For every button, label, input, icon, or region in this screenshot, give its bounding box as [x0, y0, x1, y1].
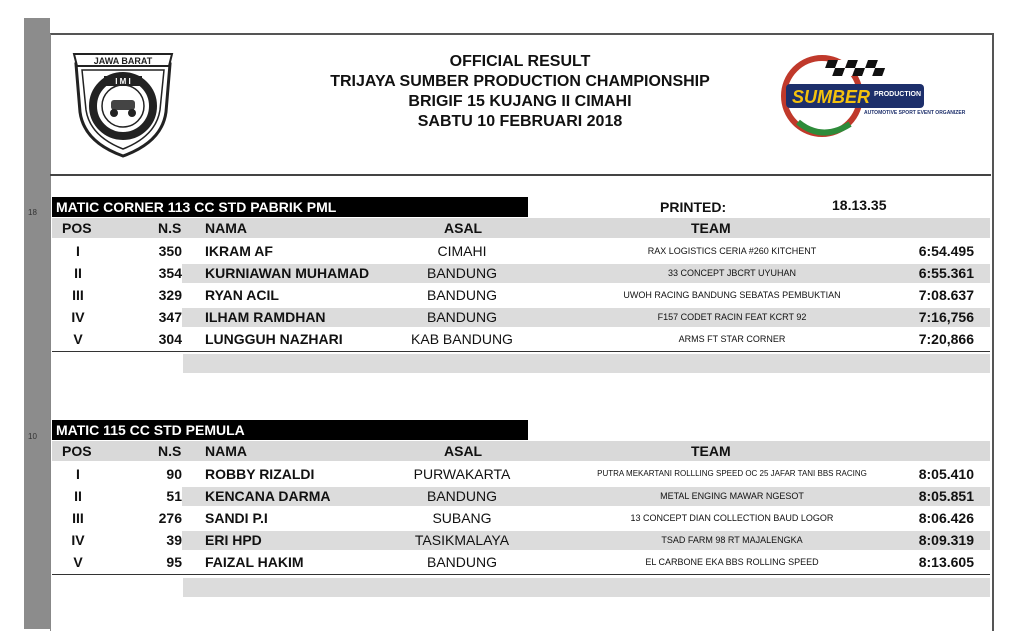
- nama-cell: KENCANA DARMA: [205, 488, 331, 504]
- team-cell: 13 CONCEPT DIAN COLLECTION BAUD LOGOR: [630, 513, 834, 523]
- nama-cell: FAIZAL HAKIM: [205, 554, 304, 570]
- nama-cell: ILHAM RAMDHAN: [205, 309, 326, 325]
- ns-cell: 304: [158, 331, 182, 347]
- svg-text:AUTOMOTIVE SPORT EVENT ORGANIZ: AUTOMOTIVE SPORT EVENT ORGANIZER: [864, 110, 966, 116]
- time-cell: 7:08.637: [918, 287, 974, 303]
- col-nama: NAMA: [205, 443, 247, 459]
- printed-label: PRINTED:: [660, 199, 727, 215]
- asal-cell: BANDUNG: [426, 554, 497, 570]
- col-ns: N.S: [158, 443, 182, 459]
- asal-cell: BANDUNG: [426, 309, 497, 325]
- time-cell: 7:20,866: [918, 331, 974, 347]
- nama-cell: SANDI P.I: [205, 510, 268, 526]
- team-cell: EL CARBONE EKA BBS ROLLING SPEED: [645, 557, 819, 567]
- table-row: [52, 240, 990, 262]
- time-cell: 8:05.410: [918, 466, 974, 482]
- team-cell: ARMS FT STAR CORNER: [678, 334, 786, 344]
- pos-cell: II: [74, 265, 82, 281]
- table-row: [52, 485, 990, 507]
- sheet-row-number: 18: [28, 208, 37, 217]
- table-row: [52, 551, 990, 573]
- printed-time: 18.13.35: [832, 197, 887, 213]
- team-cell: PUTRA MEKARTANI ROLLLING SPEED OC 25 JAFAR TANI BBS RACING: [597, 469, 867, 478]
- svg-text:PRODUCTION: PRODUCTION: [874, 91, 922, 98]
- column-header-row: [52, 441, 990, 461]
- table-row: [52, 529, 990, 551]
- time-cell: 8:09.319: [918, 532, 974, 548]
- asal-cell: SUBANG: [432, 510, 492, 526]
- ns-cell: 90: [166, 466, 182, 482]
- time-cell: 6:54.495: [918, 243, 974, 259]
- ns-cell: 329: [158, 287, 182, 303]
- nama-cell: ERI HPD: [205, 532, 262, 548]
- title-line-2: TRIJAYA SUMBER PRODUCTION CHAMPIONSHIP: [330, 73, 710, 90]
- asal-cell: BANDUNG: [426, 265, 497, 281]
- team-cell: METAL ENGING MAWAR NGESOT: [660, 491, 804, 501]
- nama-cell: ROBBY RIZALDI: [205, 466, 315, 482]
- imi-jawa-barat-logo: [68, 50, 178, 160]
- col-team: TEAM: [691, 220, 731, 236]
- ns-cell: 350: [158, 243, 182, 259]
- team-cell: RAX LOGISTICS CERIA #260 KITCHENT: [647, 246, 817, 256]
- empty-row-shading: [183, 578, 990, 597]
- nama-cell: KURNIAWAN MUHAMAD: [205, 265, 370, 281]
- time-cell: 8:13.605: [918, 554, 974, 570]
- col-asal: ASAL: [444, 443, 483, 459]
- empty-row-shading: [183, 354, 990, 373]
- col-pos: POS: [62, 443, 92, 459]
- asal-cell: CIMAHI: [437, 243, 487, 259]
- pos-cell: I: [76, 243, 80, 259]
- svg-text:SUMBER: SUMBER: [792, 87, 871, 107]
- team-cell: F157 CODET RACIN FEAT KCRT 92: [657, 312, 807, 322]
- ns-cell: 39: [166, 532, 182, 548]
- ns-cell: 276: [158, 510, 182, 526]
- category-title: MATIC 115 CC STD PEMULA: [52, 420, 528, 440]
- table-row: [52, 507, 990, 529]
- sumber-production-logo: [778, 52, 966, 138]
- col-ns: N.S: [158, 220, 182, 236]
- col-asal: ASAL: [444, 220, 483, 236]
- pos-cell: III: [72, 510, 84, 526]
- title-line-4: SABTU 10 FEBRUARI 2018: [417, 113, 623, 130]
- table-row: [52, 328, 990, 350]
- time-cell: 8:06.426: [918, 510, 974, 526]
- table-divider: [52, 574, 990, 575]
- col-nama: NAMA: [205, 220, 247, 236]
- table-row: [52, 262, 990, 284]
- pos-cell: I: [76, 466, 80, 482]
- pos-cell: III: [72, 287, 84, 303]
- nama-cell: IKRAM AF: [205, 243, 273, 259]
- col-team: TEAM: [691, 443, 731, 459]
- table-row: [52, 284, 990, 306]
- ns-cell: 95: [166, 554, 182, 570]
- team-cell: 33 CONCEPT JBCRT UYUHAN: [667, 268, 797, 278]
- asal-cell: BANDUNG: [426, 488, 497, 504]
- title-line-1: OFFICIAL RESULT: [449, 53, 591, 70]
- svg-text:I M I: I M I: [115, 77, 131, 86]
- column-header-row: [52, 218, 990, 238]
- ns-cell: 347: [158, 309, 182, 325]
- nama-cell: LUNGGUH NAZHARI: [205, 331, 343, 347]
- asal-cell: PURWAKARTA: [413, 466, 511, 482]
- category-title: MATIC CORNER 113 CC STD PABRIK PML: [52, 197, 528, 217]
- pos-cell: IV: [71, 532, 85, 548]
- pos-cell: II: [74, 488, 82, 504]
- nama-cell: RYAN ACIL: [205, 287, 279, 303]
- time-cell: 7:16,756: [918, 309, 974, 325]
- table-divider: [52, 351, 990, 352]
- svg-text:JAWA BARAT: JAWA BARAT: [93, 56, 153, 66]
- pos-cell: V: [73, 554, 83, 570]
- team-cell: UWOH RACING BANDUNG SEBATAS PEMBUKTIAN: [623, 290, 841, 300]
- asal-cell: BANDUNG: [426, 287, 497, 303]
- sheet-row-number: 10: [28, 432, 37, 441]
- pos-cell: IV: [71, 309, 85, 325]
- left-margin-bar: [24, 18, 50, 629]
- time-cell: 6:55.361: [918, 265, 974, 281]
- ns-cell: 51: [166, 488, 182, 504]
- time-cell: 8:05.851: [918, 488, 974, 504]
- table-row: [52, 463, 990, 485]
- col-pos: POS: [62, 220, 92, 236]
- ns-cell: 354: [158, 265, 182, 281]
- title-block: [260, 52, 780, 132]
- pos-cell: V: [73, 331, 83, 347]
- title-line-3: BRIGIF 15 KUJANG II CIMAHI: [408, 93, 632, 110]
- asal-cell: TASIKMALAYA: [414, 532, 510, 548]
- team-cell: TSAD FARM 98 RT MAJALENGKA: [661, 535, 803, 545]
- asal-cell: KAB BANDUNG: [411, 331, 513, 347]
- table-row: [52, 306, 990, 328]
